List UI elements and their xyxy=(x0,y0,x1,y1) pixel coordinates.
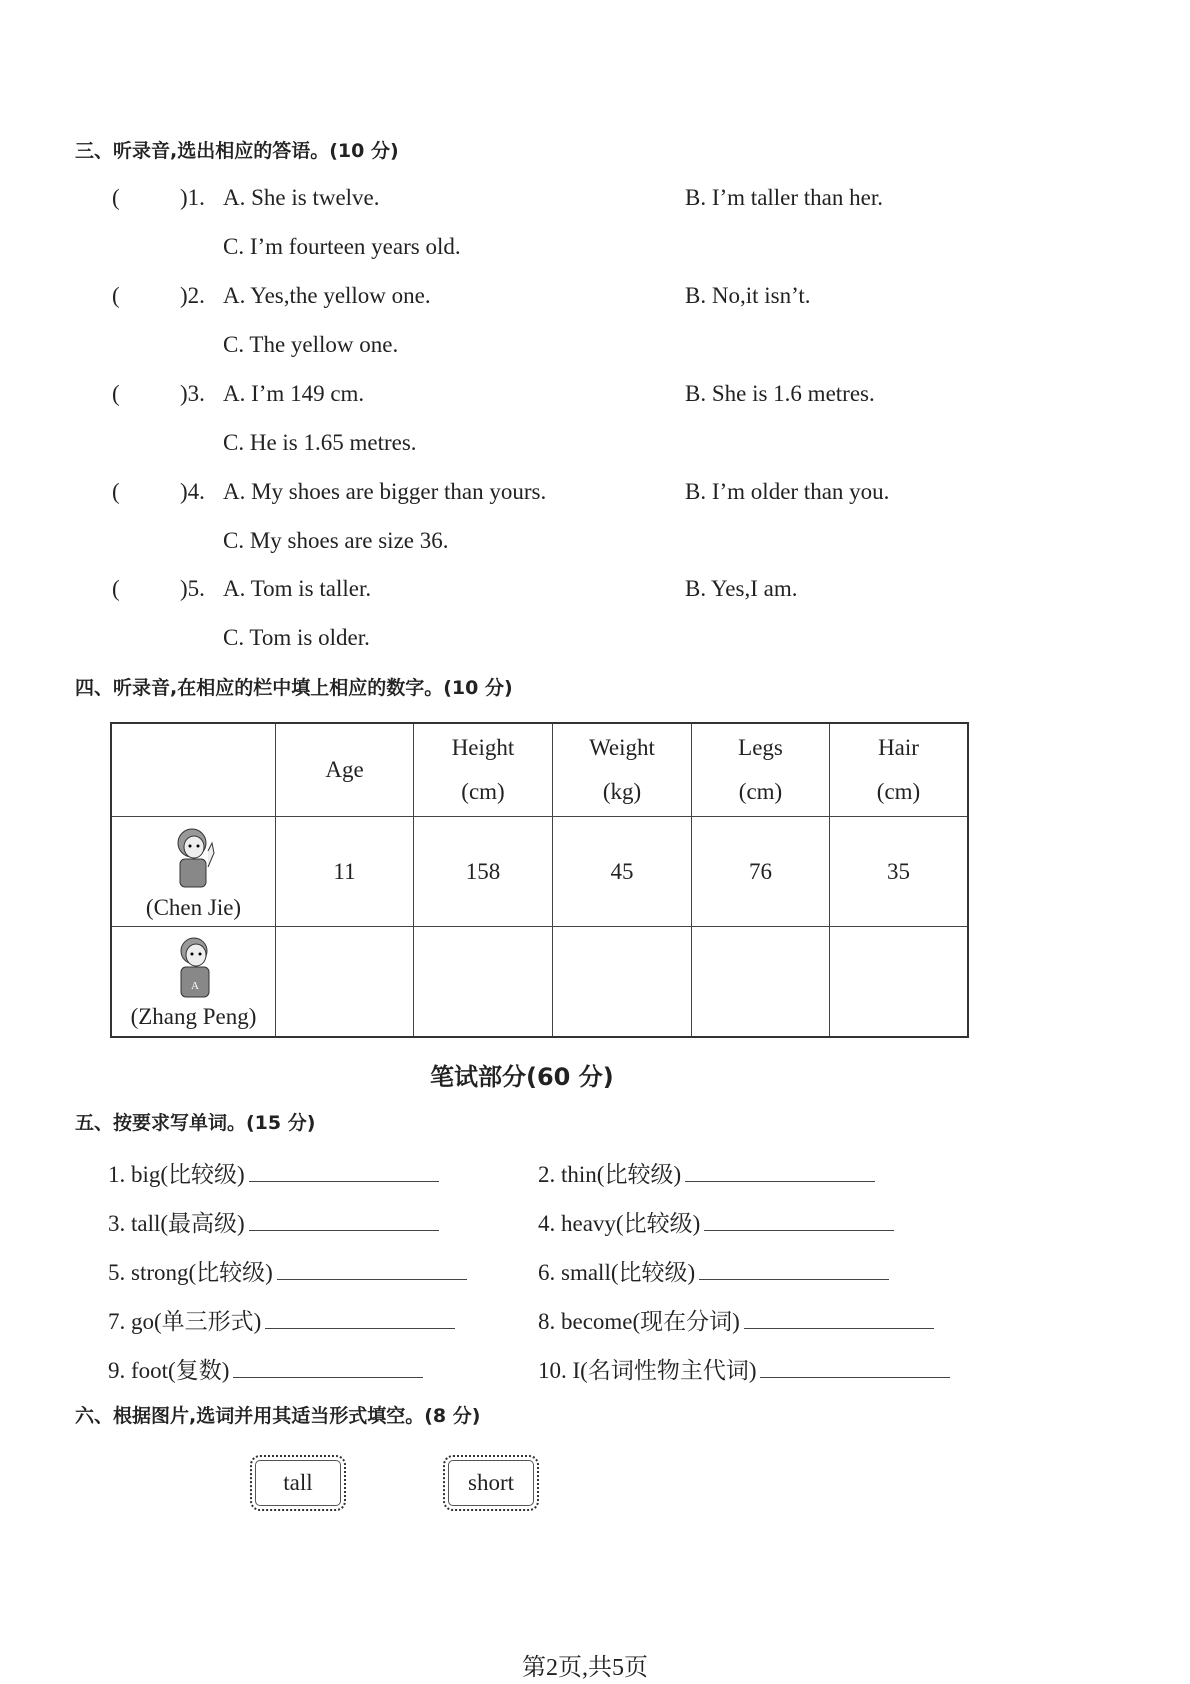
header-hair xyxy=(830,723,969,817)
section4-title: 四、听录音,在相应的栏中填上相应的数字。(10 分) xyxy=(75,677,513,699)
cell-hair: 35 xyxy=(830,817,969,927)
word-prompt: 6. small(比较级) xyxy=(538,1260,696,1285)
word-prompt: 4. heavy(比较级) xyxy=(538,1211,701,1236)
word-prompt: 10. I(名词性物主代词) xyxy=(538,1358,757,1383)
question-number: )1. xyxy=(180,185,205,210)
answer-blank[interactable] xyxy=(277,1257,467,1280)
table-row xyxy=(111,927,968,1038)
option-c: C. The yellow one. xyxy=(223,332,399,357)
header-weight xyxy=(553,723,692,817)
option-c: C. I’m fourteen years old. xyxy=(223,234,461,259)
question-number: )3. xyxy=(180,381,205,406)
option-a: A. I’m 149 cm. xyxy=(223,381,365,406)
answer-paren[interactable]: ( xyxy=(112,479,120,504)
word-prompt: 1. big(比较级) xyxy=(108,1162,245,1187)
header-label: Height xyxy=(451,735,515,760)
word-prompt: 7. go(单三形式) xyxy=(108,1309,262,1334)
measurement-table xyxy=(110,722,969,1038)
person-name: (Zhang Peng) xyxy=(130,1003,257,1029)
option-a: A. Tom is taller. xyxy=(223,576,372,601)
word-item xyxy=(538,1156,875,1189)
svg-text:A: A xyxy=(190,979,199,992)
word-item xyxy=(108,1156,439,1189)
header-label: Legs xyxy=(738,735,783,760)
answer-paren[interactable]: ( xyxy=(112,381,120,406)
option-b: B. She is 1.6 metres. xyxy=(685,381,875,406)
cell-age: 11 xyxy=(276,817,414,927)
corner-cell xyxy=(111,723,276,817)
person-cell xyxy=(111,927,276,1038)
boy-figure-icon xyxy=(169,934,219,998)
cell-hair-input[interactable] xyxy=(830,927,969,1038)
word-item xyxy=(538,1303,934,1336)
option-b: B. Yes,I am. xyxy=(685,576,798,601)
option-b: B. I’m taller than her. xyxy=(685,185,883,210)
cell-age-input[interactable] xyxy=(276,927,414,1038)
word-prompt: 9. foot(复数) xyxy=(108,1358,230,1383)
header-label: Weight xyxy=(589,735,655,760)
answer-paren[interactable]: ( xyxy=(112,283,120,308)
cell-legs-input[interactable] xyxy=(692,927,830,1038)
header-unit: (cm) xyxy=(738,779,783,804)
cell-weight: 45 xyxy=(553,817,692,927)
option-c: C. My shoes are size 36. xyxy=(223,528,449,553)
section5-title: 五、按要求写单词。(15 分) xyxy=(75,1112,316,1134)
option-b: B. No,it isn’t. xyxy=(685,283,811,308)
person-name: (Chen Jie) xyxy=(145,894,242,920)
answer-blank[interactable] xyxy=(249,1208,439,1231)
header-legs xyxy=(692,723,830,817)
answer-blank[interactable] xyxy=(744,1306,934,1329)
page-footer: 第2页,共5页 xyxy=(522,1655,648,1681)
header-label: Age xyxy=(325,757,364,782)
option-a: A. My shoes are bigger than yours. xyxy=(223,479,547,504)
header-label: Hair xyxy=(878,735,919,760)
option-c: C. He is 1.65 metres. xyxy=(223,430,417,455)
table-row xyxy=(111,817,968,927)
word-box-short: short xyxy=(443,1455,539,1511)
header-unit: (cm) xyxy=(461,779,505,804)
word-item xyxy=(108,1352,423,1385)
word-prompt: 3. tall(最高级) xyxy=(108,1211,245,1236)
cell-height: 158 xyxy=(414,817,553,927)
answer-blank[interactable] xyxy=(685,1159,875,1182)
option-b: B. I’m older than you. xyxy=(685,479,890,504)
answer-blank[interactable] xyxy=(699,1257,889,1280)
word-item xyxy=(108,1205,439,1238)
word-item xyxy=(538,1254,889,1287)
question-number: )4. xyxy=(180,479,205,504)
word-item xyxy=(108,1254,467,1287)
word-prompt: 2. thin(比较级) xyxy=(538,1162,682,1187)
word-item xyxy=(538,1205,894,1238)
word-prompt: 5. strong(比较级) xyxy=(108,1260,273,1285)
word-item xyxy=(538,1352,950,1385)
word-box-tall: tall xyxy=(250,1455,346,1511)
answer-blank[interactable] xyxy=(265,1306,455,1329)
option-a: A. She is twelve. xyxy=(223,185,380,210)
answer-blank[interactable] xyxy=(249,1159,439,1182)
word-prompt: 8. become(现在分词) xyxy=(538,1309,740,1334)
cell-height-input[interactable] xyxy=(414,927,553,1038)
option-c: C. Tom is older. xyxy=(223,625,370,650)
person-cell xyxy=(111,817,276,927)
header-age xyxy=(276,723,414,817)
written-section-title: 笔试部分(60 分) xyxy=(430,1063,614,1091)
header-unit: (cm) xyxy=(876,779,921,804)
section3-title: 三、听录音,选出相应的答语。(10 分) xyxy=(75,140,399,162)
answer-blank[interactable] xyxy=(704,1208,894,1231)
question-number: )5. xyxy=(180,576,205,601)
header-unit: (kg) xyxy=(602,779,642,804)
option-a: A. Yes,the yellow one. xyxy=(223,283,431,308)
answer-paren[interactable]: ( xyxy=(112,185,120,210)
answer-paren[interactable]: ( xyxy=(112,576,120,601)
header-height xyxy=(414,723,553,817)
word-item xyxy=(108,1303,455,1336)
answer-blank[interactable] xyxy=(233,1355,423,1378)
question-number: )2. xyxy=(180,283,205,308)
girl-figure-icon xyxy=(164,823,224,889)
answer-blank[interactable] xyxy=(760,1355,950,1378)
cell-weight-input[interactable] xyxy=(553,927,692,1038)
section6-title: 六、根据图片,选词并用其适当形式填空。(8 分) xyxy=(75,1405,481,1427)
cell-legs: 76 xyxy=(692,817,830,927)
